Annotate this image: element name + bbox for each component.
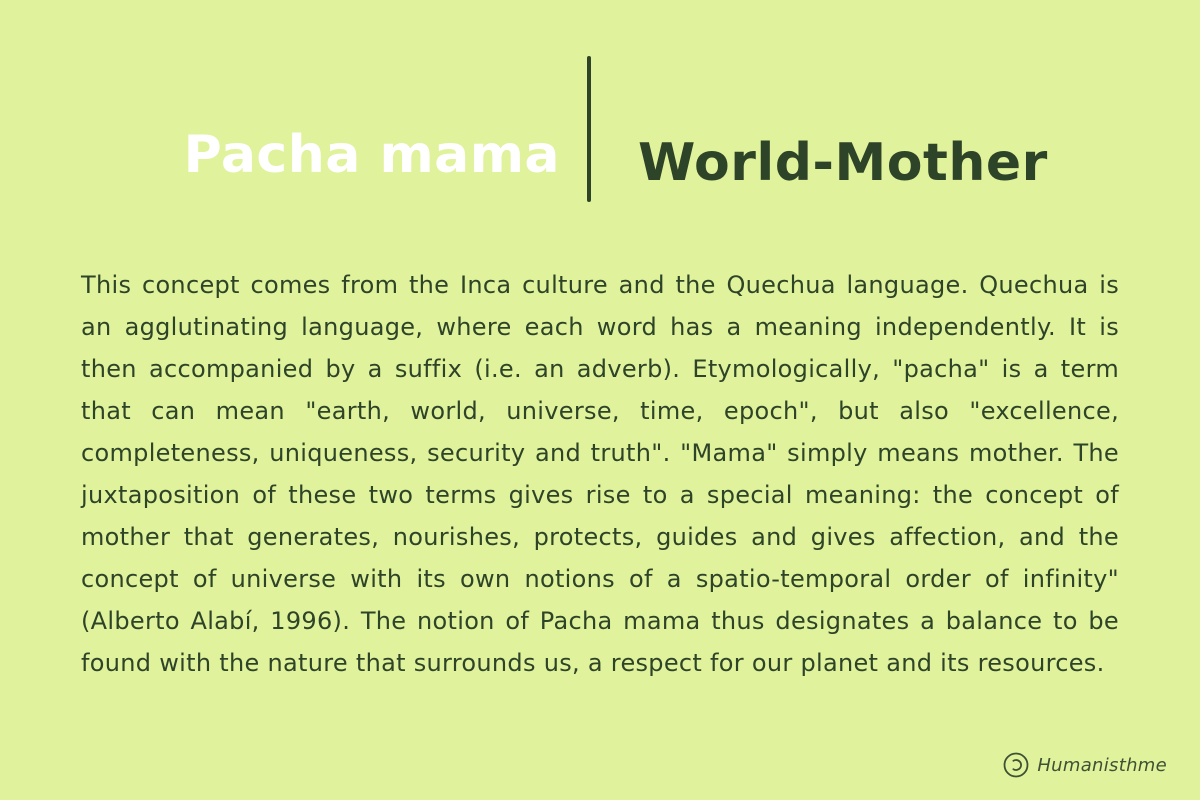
creator-credit [1003, 752, 1167, 778]
header-divider [587, 56, 591, 202]
translated-term: World-Mother [638, 133, 1048, 194]
copyright-icon [1003, 752, 1029, 778]
original-term: Pacha mama [183, 124, 560, 185]
creator-name: Humanisthme [1037, 754, 1167, 776]
term-header [0, 0, 1200, 210]
concept-description: This concept comes from the Inca culture and the Quechua language. Quechua is an agglutinating language, where each word has a meaning independently. It is then accompanied by a suffix (i.e. an adverb). Etymologically, "pacha" is a term that can mean "earth, world, universe, time, epoch", but also "excellence, completeness, uniqueness, security and truth". "Mama" simply means mother. The juxtaposition of these two terms gives rise to a special meaning: the concept of mother that generates, nourishes, protects, guides and gives affection, and the concept of universe with its own notions of a spatio-temporal order of infinity" (Alberto Alabí, 1996). The notion of Pacha mama thus designates a balance to be found with the nature that surrounds us, a respect for our planet and its resources. [81, 271, 1119, 677]
